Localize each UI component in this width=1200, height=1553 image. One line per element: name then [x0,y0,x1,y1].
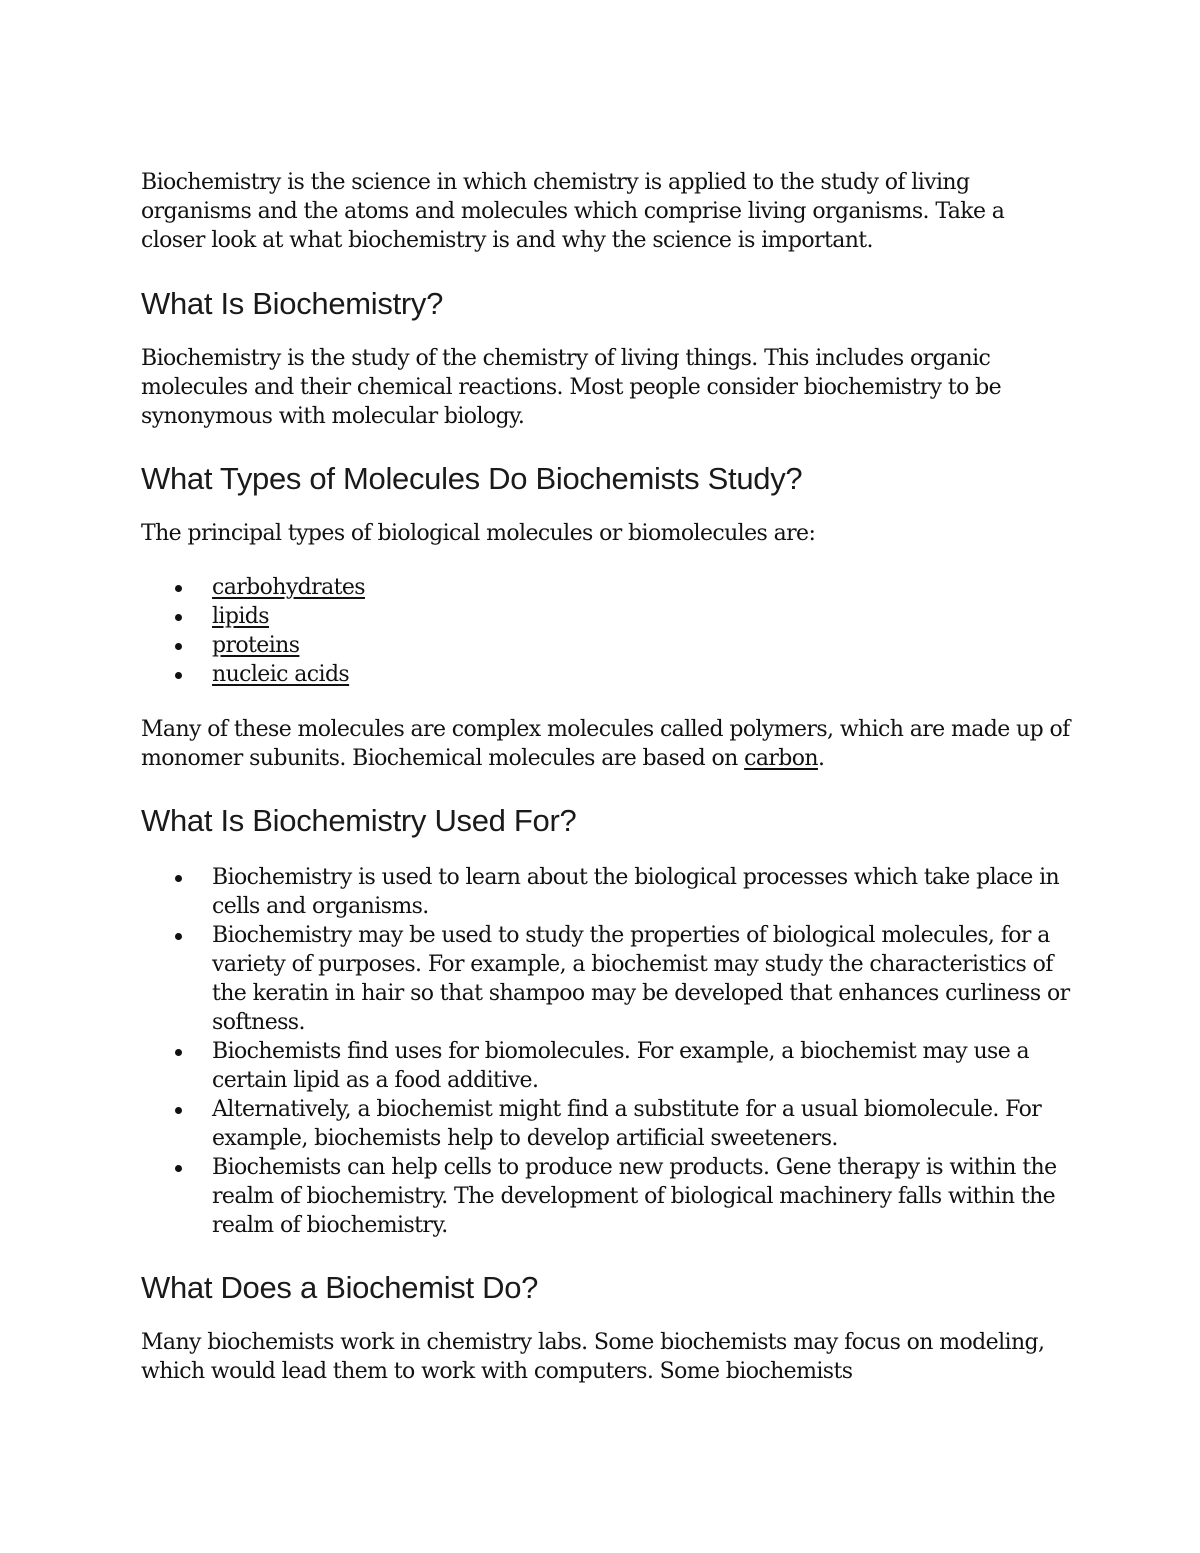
bullet-icon [175,585,182,592]
polymers-paragraph [141,715,1071,773]
list-item [141,1153,1071,1240]
heading-used-for: What Is Biochemistry Used For? [141,803,577,838]
heading-molecule-types: What Types of Molecules Do Biochemists Study? [141,461,803,496]
bullet-icon [175,614,182,621]
bullet-icon [175,1107,182,1114]
uses-list [141,863,1071,1240]
list-item [141,1037,1071,1095]
polymers-end: . [817,746,825,771]
list-item [141,573,1071,602]
molecule-types-lead: The principal types of biological molecules or biomolecules are: [141,521,816,546]
list-item [141,1095,1071,1153]
use-item-text: Alternatively, a biochemist might find a substitute for a usual biomolecule. For example, biochemists help to develop artificial sweeteners. [212,1097,1042,1151]
link-carbon[interactable]: carbon [744,746,818,771]
list-item [141,631,1071,660]
list-item [141,660,1071,689]
what-is-biochemistry-paragraph: Biochemistry is the study of the chemistry of living things. This includes organic molecules and their chemical reactions. Most people consider biochemistry to be synonymous with molecular biology. [141,346,1002,429]
heading-what-does-biochemist-do: What Does a Biochemist Do? [141,1270,539,1305]
bullet-icon [175,1049,182,1056]
biomolecule-list [141,573,1071,689]
bullet-icon [175,672,182,679]
link-proteins[interactable]: proteins [212,633,300,658]
link-nucleic-acids[interactable]: nucleic acids [212,662,350,687]
use-item-text: Biochemists can help cells to produce new products. Gene therapy is within the realm of biochemistry. The development of biological machinery falls within the realm of biochemistry. [212,1155,1057,1238]
bullet-icon [175,875,182,882]
list-item [141,921,1071,1037]
use-item-text: Biochemistry may be used to study the properties of biological molecules, for a variety of purposes. For example, a biochemist may study the characteristics of the keratin in hair so that shampoo may be developed that enhances curliness or softness. [212,923,1070,1035]
document-page [141,168,1071,1386]
link-lipids[interactable]: lipids [212,604,269,629]
use-item-text: Biochemists find uses for biomolecules. For example, a biochemist may use a certain lipid as a food additive. [212,1039,1030,1093]
biochemist-work-paragraph: Many biochemists work in chemistry labs. Some biochemists may focus on modeling, which would lead them to work with computers. Some biochemists [141,1330,1045,1384]
list-item [141,602,1071,631]
bullet-icon [175,1165,182,1172]
use-item-text: Biochemistry is used to learn about the biological processes which take place in cells and organisms. [212,865,1060,919]
link-carbohydrates[interactable]: carbohydrates [212,575,365,600]
bullet-icon [175,933,182,940]
bullet-icon [175,643,182,650]
intro-paragraph: Biochemistry is the science in which chemistry is applied to the study of living organisms and the atoms and molecules which comprise living organisms. Take a closer look at what biochemistry is and why the science is important. [141,170,1005,253]
heading-what-is-biochemistry: What Is Biochemistry? [141,286,444,321]
list-item [141,863,1071,921]
polymers-text: Many of these molecules are complex molecules called polymers, which are made up of monomer subunits. Biochemical molecules are based on [141,717,1070,771]
